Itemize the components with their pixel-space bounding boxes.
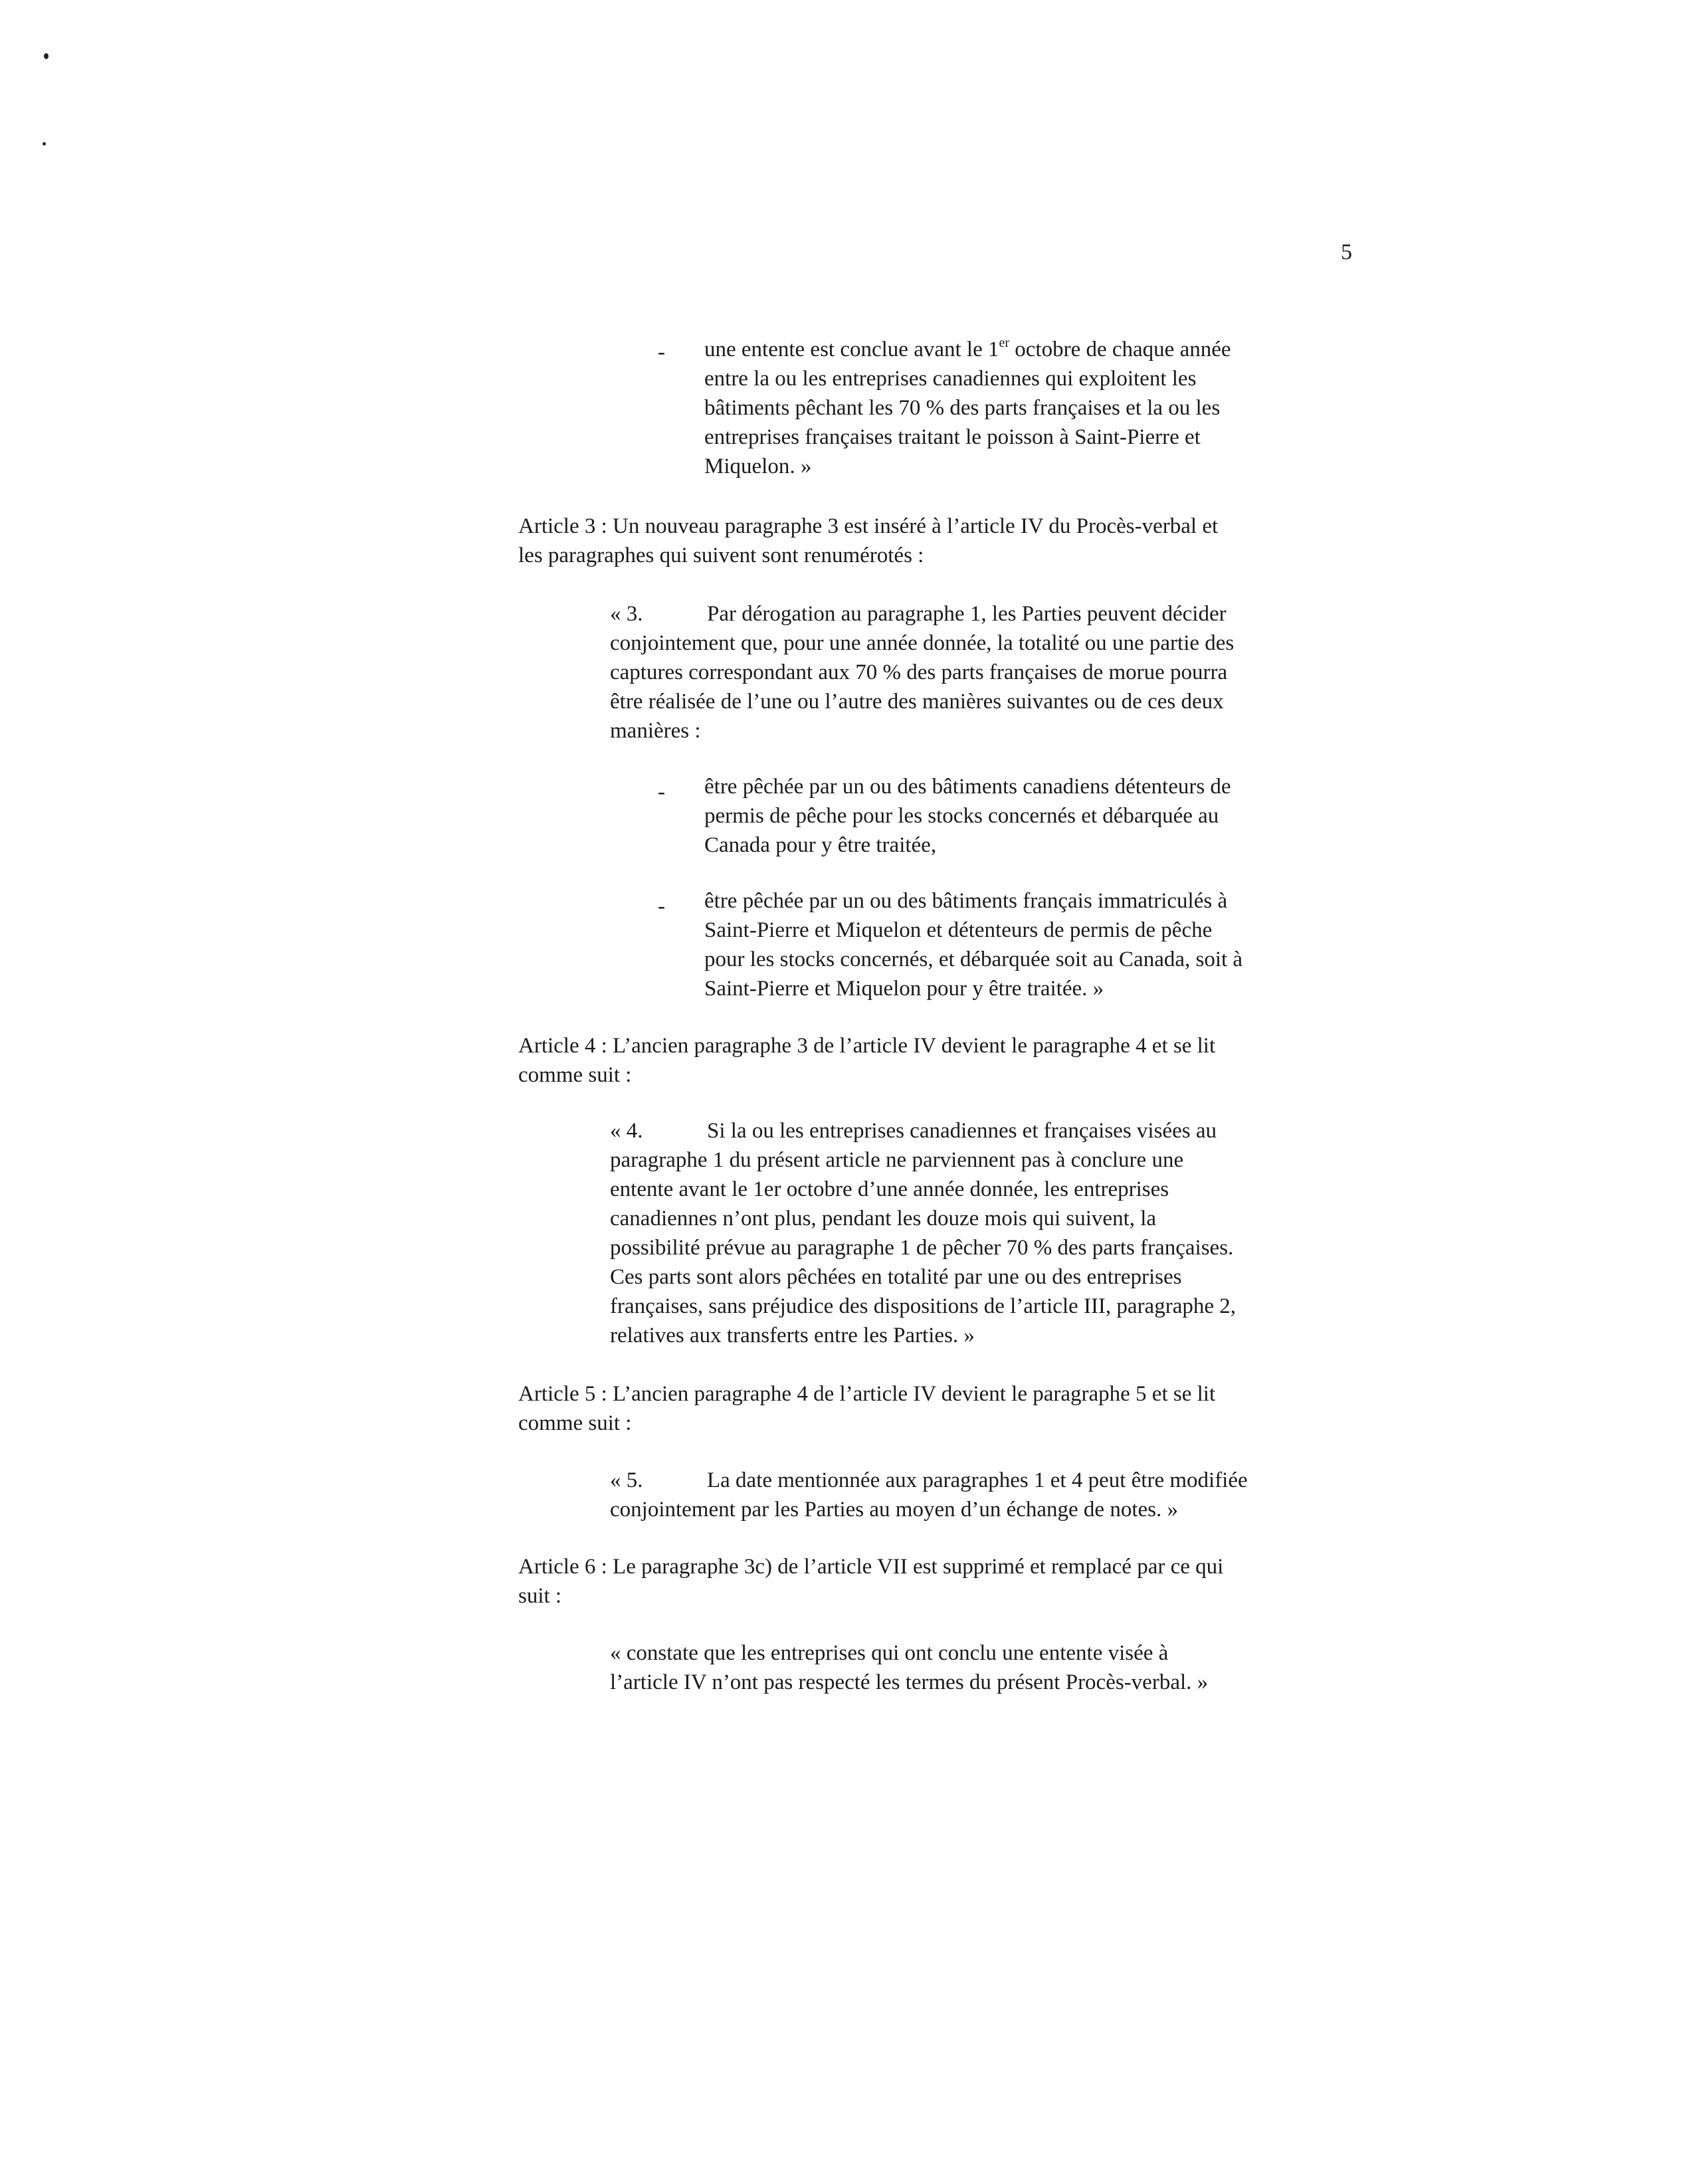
article-5-quote: « 5. La date mentionnée aux paragraphes 1 et 4 peut être modifiée conjointement par les Parties au moyen d’un échange de notes. » [610, 1466, 1248, 1524]
article-4-heading: Article 4 : L’ancien paragraphe 3 de l’article IV devient le paragraphe 4 et se lit comme suit : [518, 1034, 1216, 1087]
quote-number: « 5. [610, 1468, 643, 1492]
article-6-quote: « constate que les entreprises qui ont conclu une entente visée à l’article IV n’ont pas respecté les termes du présent Procès-verbal. » [610, 1641, 1209, 1694]
article-3-quote: « 3. Par dérogation au paragraphe 1, les Parties peuvent décider conjointement que, pour une année donnée, la totalité ou une partie des captures correspondant aux 70 % des parts françaises de morue pourra être réalisée de l’une ou l’autre des manières suivantes ou de ces deux manières : [610, 599, 1234, 745]
bullet-dash: - [658, 894, 665, 918]
article-6-heading: Article 6 : Le paragraphe 3c) de l’article VII est supprimé et remplacé par ce qui suit : [518, 1555, 1224, 1608]
bullet-line: bâtiments pêchant les 70 % des parts françaises et la ou les [704, 396, 1221, 420]
bullet-line: entreprises françaises traitant le poisson à Saint-Pierre et [704, 425, 1201, 449]
bullet-top-text [704, 335, 1231, 481]
article-3-heading: Article 3 : Un nouveau paragraphe 3 est inséré à l’article IV du Procès-verbal et les paragraphes qui suivent sont renumérotés : [518, 514, 1219, 567]
article-3-bullet-2: être pêchée par un ou des bâtiments français immatriculés à Saint-Pierre et Miquelon et détenteurs de permis de pêche pour les stocks concernés, et débarquée soit au Canada, soit à Saint-Pierre et Miquelon pour y être traitée. » [704, 889, 1243, 1001]
scan-speck [44, 53, 49, 59]
article-3-bullet-1: être pêchée par un ou des bâtiments canadiens détenteurs de permis de pêche pour les stocks concernés et débarquée au Canada pour y être traitée, [704, 775, 1231, 857]
bullet-line: Miquelon. » [704, 454, 812, 478]
bullet-dash: - [658, 780, 665, 804]
bullet-dash: - [658, 340, 665, 364]
bullet-line: une entente est conclue avant le 1er octobre de chaque année [704, 336, 1231, 361]
bullet-line: entre la ou les entreprises canadiennes qui exploitent les [704, 367, 1197, 391]
quote-number: « 3. [610, 602, 643, 626]
article-5-heading: Article 5 : L’ancien paragraphe 4 de l’article IV devient le paragraphe 5 et se lit comme suit : [518, 1382, 1216, 1435]
article-4-quote: « 4. Si la ou les entreprises canadiennes et françaises visées au paragraphe 1 du présent article ne parviennent pas à conclure une entente avant le 1er octobre d’une année donnée, les entreprises canadiennes n’ont plus, pendant les douze mois qui suivent, la possibilité prévue au paragraphe 1 de pêcher 70 % des parts françaises. Ces parts sont alors pêchées en totalité par une ou des entreprises françaises, sans préjudice des dispositions de l’article III, paragraphe 2, relatives aux transferts entre les Parties. » [610, 1116, 1236, 1350]
quote-number: « 4. [610, 1119, 643, 1143]
superscript-er: er [999, 336, 1010, 350]
page-number: 5 [1341, 240, 1352, 264]
scan-speck [43, 142, 46, 146]
